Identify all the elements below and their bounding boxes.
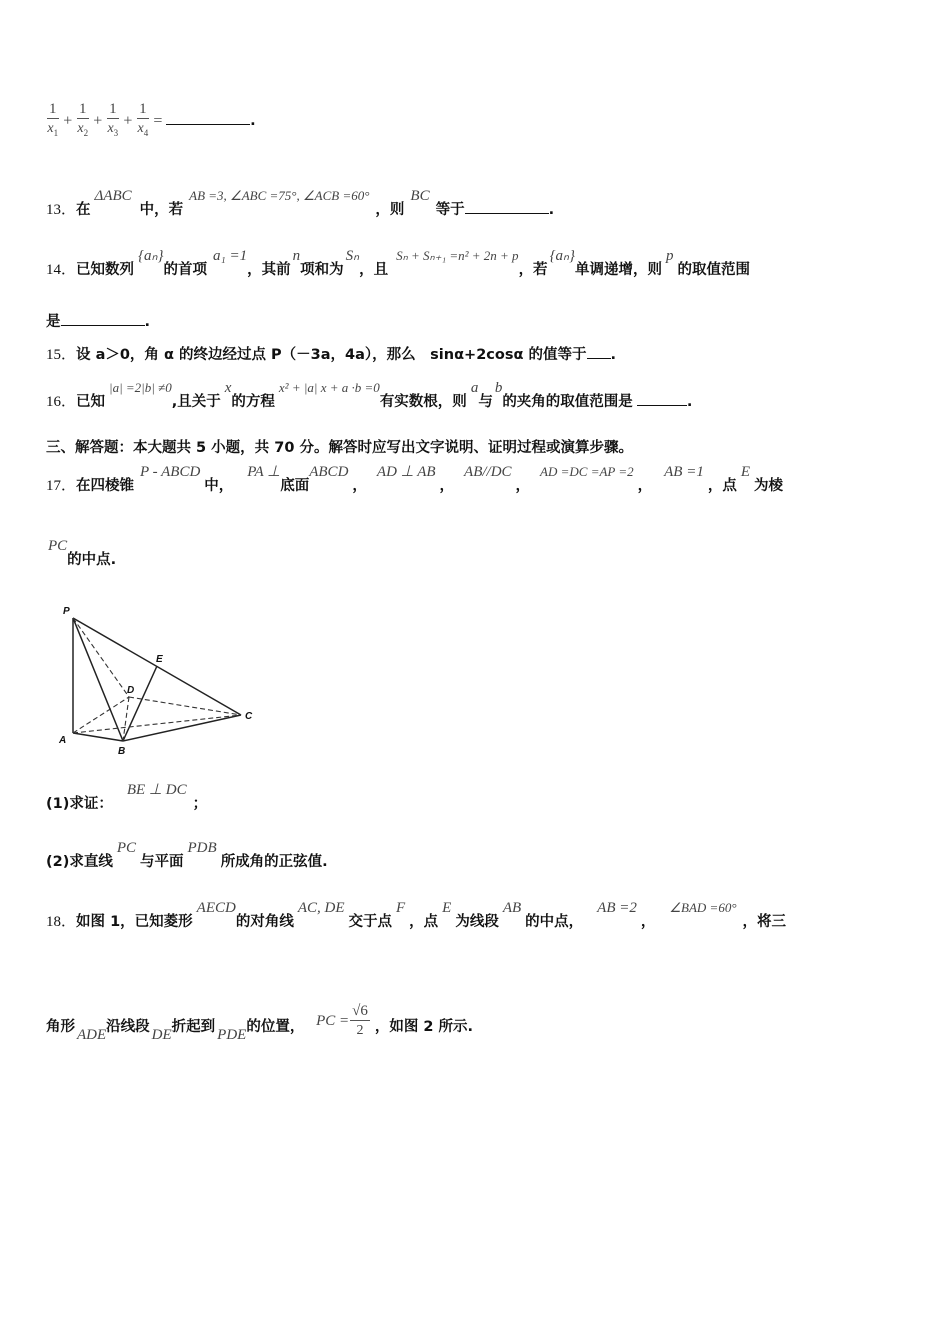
label-b: B xyxy=(118,746,126,757)
math-f: F xyxy=(396,900,406,916)
question-15 xyxy=(46,343,616,364)
math-a: a xyxy=(470,380,479,396)
math-angle-bad: ∠BAD =60° xyxy=(669,900,737,915)
text: 单调递增，则 xyxy=(575,262,663,278)
math-pc: PC xyxy=(48,538,68,554)
math-e: E xyxy=(740,464,751,480)
text: 为棱 xyxy=(754,478,784,494)
pyramid-figure xyxy=(55,600,265,760)
question-number: 13． xyxy=(46,202,77,218)
question-17-part-1 xyxy=(46,782,208,813)
text: 已知 xyxy=(76,394,106,410)
fraction-1-over-x1: $\frac{1}{x_1}$ xyxy=(47,101,59,138)
math-first-term: a₁ =1 xyxy=(213,248,248,264)
fraction-1-over-x4: $\frac{1}{x_4}$ xyxy=(137,101,149,138)
plus-sign: + xyxy=(123,112,133,130)
math-x: x xyxy=(224,380,232,396)
math-e: E xyxy=(442,900,452,916)
text: 与 xyxy=(478,394,493,410)
math-pde: PDE xyxy=(217,1026,247,1043)
plus-sign: + xyxy=(93,112,103,130)
text: ； xyxy=(192,796,208,812)
math-ab-length: AB =2 xyxy=(597,900,637,916)
question-number: 18． xyxy=(46,914,77,930)
period: . xyxy=(144,314,151,330)
math-sn: Sₙ xyxy=(345,248,360,264)
text: 的夹角的取值范围是 xyxy=(502,394,633,410)
answer-blank xyxy=(166,110,250,125)
math-ab: AB xyxy=(502,900,522,916)
label-c: C xyxy=(245,711,253,722)
text: 的中点. xyxy=(67,552,117,568)
text: ， xyxy=(515,478,531,494)
question-17-part-2 xyxy=(46,840,328,871)
question-18 xyxy=(46,900,787,931)
question-number: 17． xyxy=(46,478,77,494)
text: ， xyxy=(637,478,653,494)
math-pa-perp: PA ⊥ xyxy=(247,464,281,480)
math-sequence: {aₙ} xyxy=(138,248,164,264)
math-sum-relation: Sₙ + Sₙ₊₁ =n² + 2n + p xyxy=(396,248,519,263)
text: ， xyxy=(352,478,367,494)
text: 交于点 xyxy=(348,914,392,930)
math-ade: ADE xyxy=(77,1026,107,1043)
question-number: 15． xyxy=(46,347,77,363)
math-ac-de: AC, DE xyxy=(297,900,345,916)
plus-sign: + xyxy=(63,112,73,130)
math-bc: BC xyxy=(410,188,430,204)
q12-sum-line xyxy=(46,100,256,143)
text: 项和为 xyxy=(300,262,344,278)
text: 是 xyxy=(46,314,61,330)
text: ，则 xyxy=(375,202,405,218)
math-ab-parallel-dc: AB//DC xyxy=(464,464,512,480)
text: ， xyxy=(439,478,455,494)
text: ，如图 2 所示. xyxy=(374,1018,474,1035)
edge-pb xyxy=(73,618,123,741)
math-pc-equals: PC = xyxy=(316,1012,350,1029)
text: 等于 xyxy=(435,202,465,218)
question-17-cont xyxy=(46,538,117,569)
text: 的位置， xyxy=(246,1018,305,1035)
text: 有实数根，则 xyxy=(379,394,467,410)
math-ab-length: AB =1 xyxy=(664,464,704,480)
text: 在 xyxy=(76,202,91,218)
text: ，若 xyxy=(518,262,548,278)
segment-be xyxy=(123,666,157,741)
edge-ab xyxy=(73,733,123,741)
text: ，将三 xyxy=(742,914,787,930)
math-lengths: AD =DC =AP =2 xyxy=(540,464,634,479)
text: ，其前 xyxy=(247,262,291,278)
math-triangle-abc: ΔABC xyxy=(94,188,132,204)
math-sequence: {aₙ} xyxy=(549,248,576,264)
math-vector-condition: |a| =2|b| ≠0 xyxy=(109,380,172,395)
text: 折起到 xyxy=(171,1018,216,1035)
math-pdb: PDB xyxy=(187,840,217,856)
fraction-sqrt6-over-2: $\frac{√6}{2}$ xyxy=(352,1003,368,1038)
label-p: P xyxy=(63,606,70,617)
text: 的方程 xyxy=(231,394,275,410)
math-b: b xyxy=(494,380,503,396)
text: 与平面 xyxy=(140,854,184,870)
section-3-heading xyxy=(46,436,633,457)
text: 设 a＞0，角 α 的终边经过点 P（－3a，4a），那么 sinα+2cosα 的值等于 xyxy=(76,347,587,363)
text: ,且关于 xyxy=(171,394,221,410)
math-p: p xyxy=(666,248,674,264)
label-d: D xyxy=(127,685,135,696)
label-a: A xyxy=(59,735,67,746)
math-abcd: ABCD xyxy=(309,464,349,480)
text: 的中点， xyxy=(525,914,584,930)
question-13 xyxy=(46,188,555,219)
text: 沿线段 xyxy=(106,1018,150,1035)
answer-blank xyxy=(465,199,549,214)
math-n: n xyxy=(292,248,301,264)
math-pc: PC xyxy=(116,840,137,856)
text: 在四棱锥 xyxy=(76,478,135,494)
text: 的取值范围 xyxy=(677,262,751,278)
period: . xyxy=(610,347,617,363)
text: 所成角的正弦值. xyxy=(220,854,328,870)
label-e: E xyxy=(156,654,163,665)
text: 中， xyxy=(204,478,234,494)
question-number: 16． xyxy=(46,394,77,410)
section-title: 三、解答题：本大题共 5 小题，共 70 分。解答时应写出文字说明、证明过程或演算步骤。 xyxy=(46,440,633,456)
equals-sign: = xyxy=(153,112,163,130)
text: 底面 xyxy=(280,478,310,494)
math-pyramid: P - ABCD xyxy=(140,464,201,480)
diagonal-ac-dashed xyxy=(73,715,241,733)
question-14 xyxy=(46,248,751,279)
question-16 xyxy=(46,380,693,411)
text: ，且 xyxy=(359,262,389,278)
answer-blank xyxy=(587,344,611,359)
answer-blank xyxy=(637,391,687,406)
math-condition: AB =3, ∠ABC =75°, ∠ACB =60° xyxy=(189,188,370,203)
fraction-1-over-x3: $\frac{1}{x_3}$ xyxy=(107,101,119,138)
edge-ad-dashed xyxy=(73,697,129,733)
period: . xyxy=(686,394,693,410)
text: 的对角线 xyxy=(235,914,294,930)
text: 角形 xyxy=(46,1018,75,1035)
text: 中，若 xyxy=(139,202,184,218)
text: 已知数列 xyxy=(76,262,135,278)
question-17 xyxy=(46,464,784,495)
question-14-cont xyxy=(46,310,150,331)
text: ，点 xyxy=(409,914,439,930)
text: 的首项 xyxy=(163,262,207,278)
edge-bc xyxy=(123,715,241,741)
math-ad-perp-ab: AD ⊥ AB xyxy=(376,464,436,480)
text: (1)求证： xyxy=(46,796,113,812)
text: 为线段 xyxy=(455,914,499,930)
math-be-perp-dc: BE ⊥ DC xyxy=(126,782,187,798)
question-18-cont xyxy=(46,1003,474,1047)
math-equation: x² + |a| x + a ·b =0 xyxy=(278,380,380,395)
text: ， xyxy=(640,914,656,930)
math-aecd: AECD xyxy=(196,900,236,916)
period: . xyxy=(250,112,256,129)
answer-blank xyxy=(61,311,145,326)
text: ，点 xyxy=(707,478,737,494)
question-number: 14． xyxy=(46,262,77,278)
text: 如图 1，已知菱形 xyxy=(76,914,193,930)
period: . xyxy=(548,202,555,218)
fraction-1-over-x2: $\frac{1}{x_2}$ xyxy=(77,101,89,138)
math-de: DE xyxy=(151,1026,172,1043)
text: (2)求直线 xyxy=(46,854,113,870)
